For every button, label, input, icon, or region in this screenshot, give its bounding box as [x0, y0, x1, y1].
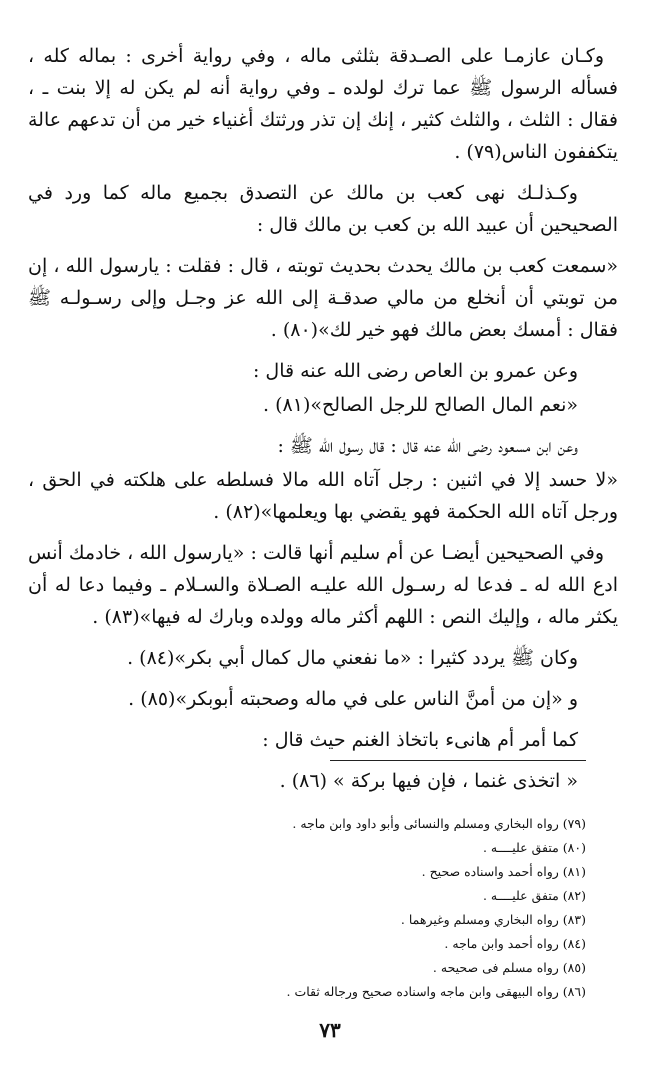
page-number: ٧٣: [319, 1018, 341, 1042]
paragraph-ibn-masud-hadith: «لا حسد إلا في اثنين : رجل آتاه الله مالا فسلطه على هلكته في الحق ، ورجل آتاه الله الحكمة فهو يقضي بها ويعلمها»(٨٢) .: [28, 469, 618, 523]
footnote-81: (٨١) رواه أحمد واسناده صحيح .: [421, 864, 586, 879]
paragraph-amr-intro: وعن عمرو بن العاص رضى الله عنه قال :: [252, 360, 578, 382]
footnote-79: (٧٩) رواه البخاري ومسلم والنسائى وأبو داود وابن ماجه .: [292, 816, 586, 831]
footnote-85: (٨٥) رواه مسلم فى صحيحه .: [432, 960, 586, 975]
paragraph-bequest: وكـان عازمـا على الصـدقة بثلثى ماله ، وفي رواية أخرى : بماله كله ، فسأله الرسول ﷺ عما ترك لولده ـ وفي رواية أنه لم يكن له إلا بنت ـ ، فقال : الثلث ، والثلث كثير ، إنك إن تذر ورثتك أغنياء خير من أن تدعهم عالة يتكففون الناس(٧٩) .: [28, 45, 618, 163]
paragraph-sheep-hadith: « اتخذى غنما ، فإن فيها بركة » (٨٦) .: [279, 770, 578, 792]
paragraph-ibn-masud-intro: وعن ابن مسعود رضى الله عنه قال : قال رسول الله ﷺ :: [277, 435, 578, 457]
footnote-86: (٨٦) رواه البيهقى وابن ماجه واسناده صحيح ورجاله ثقات .: [286, 984, 586, 999]
paragraph-kaab-intro: وكـذلـك نهى كعب بن مالك عن التصدق بجميع ماله كما ورد في الصحيحين أن عبيد الله بن كعب بن مالك قال :: [28, 182, 618, 236]
footnote-80: (٨٠) متفق عليــــه .: [482, 840, 586, 855]
footnote-82: (٨٢) متفق عليــــه .: [482, 888, 586, 903]
footnote-separator: [330, 760, 586, 761]
paragraph-umm-sulaym: وفي الصحيحين أيضـا عن أم سليم أنها قالت : «يارسول الله ، خادمك أنس ادع الله له ـ فدعا له رسـول الله عليـه الصـلاة والسـلام ـ وفيما دعا له أن يكثر ماله ، وإليك النص : اللهم أكثر ماله وولده وبارك له فيها»(٨٣) .: [28, 542, 618, 628]
paragraph-abu-bakr-companionship: و «إن من أمنَّ الناس على في ماله وصحبته أبوبكر»(٨٥) .: [128, 688, 578, 710]
footnotes: [106, 812, 586, 1004]
paragraph-amr-hadith: «نعم المال الصالح للرجل الصالح»(٨١) .: [263, 394, 578, 416]
paragraph-abu-bakr-wealth: وكان ﷺ يردد كثيرا : «ما نفعني مال كمال أبي بكر»(٨٤) .: [127, 647, 578, 669]
paragraph-kaab-hadith: «سمعت كعب بن مالك يحدث بحديث توبته ، قال : فقلت : يارسول الله ، إن من توبتي أن أنخلع من مالي صدقـة إلى الله عز وجـل وإلى رسـولـه ﷺ فقال : أمسك بعض مالك فهو خير لك»(٨٠) .: [28, 255, 618, 341]
footnote-83: (٨٣) رواه البخاري ومسلم وغيرهما .: [400, 912, 586, 927]
main-text: [28, 40, 618, 806]
footnote-84: (٨٤) رواه أحمد وابن ماجه .: [444, 936, 586, 951]
paragraph-umm-hani: كما أمر أم هانىء باتخاذ الغنم حيث قال :: [262, 729, 578, 751]
